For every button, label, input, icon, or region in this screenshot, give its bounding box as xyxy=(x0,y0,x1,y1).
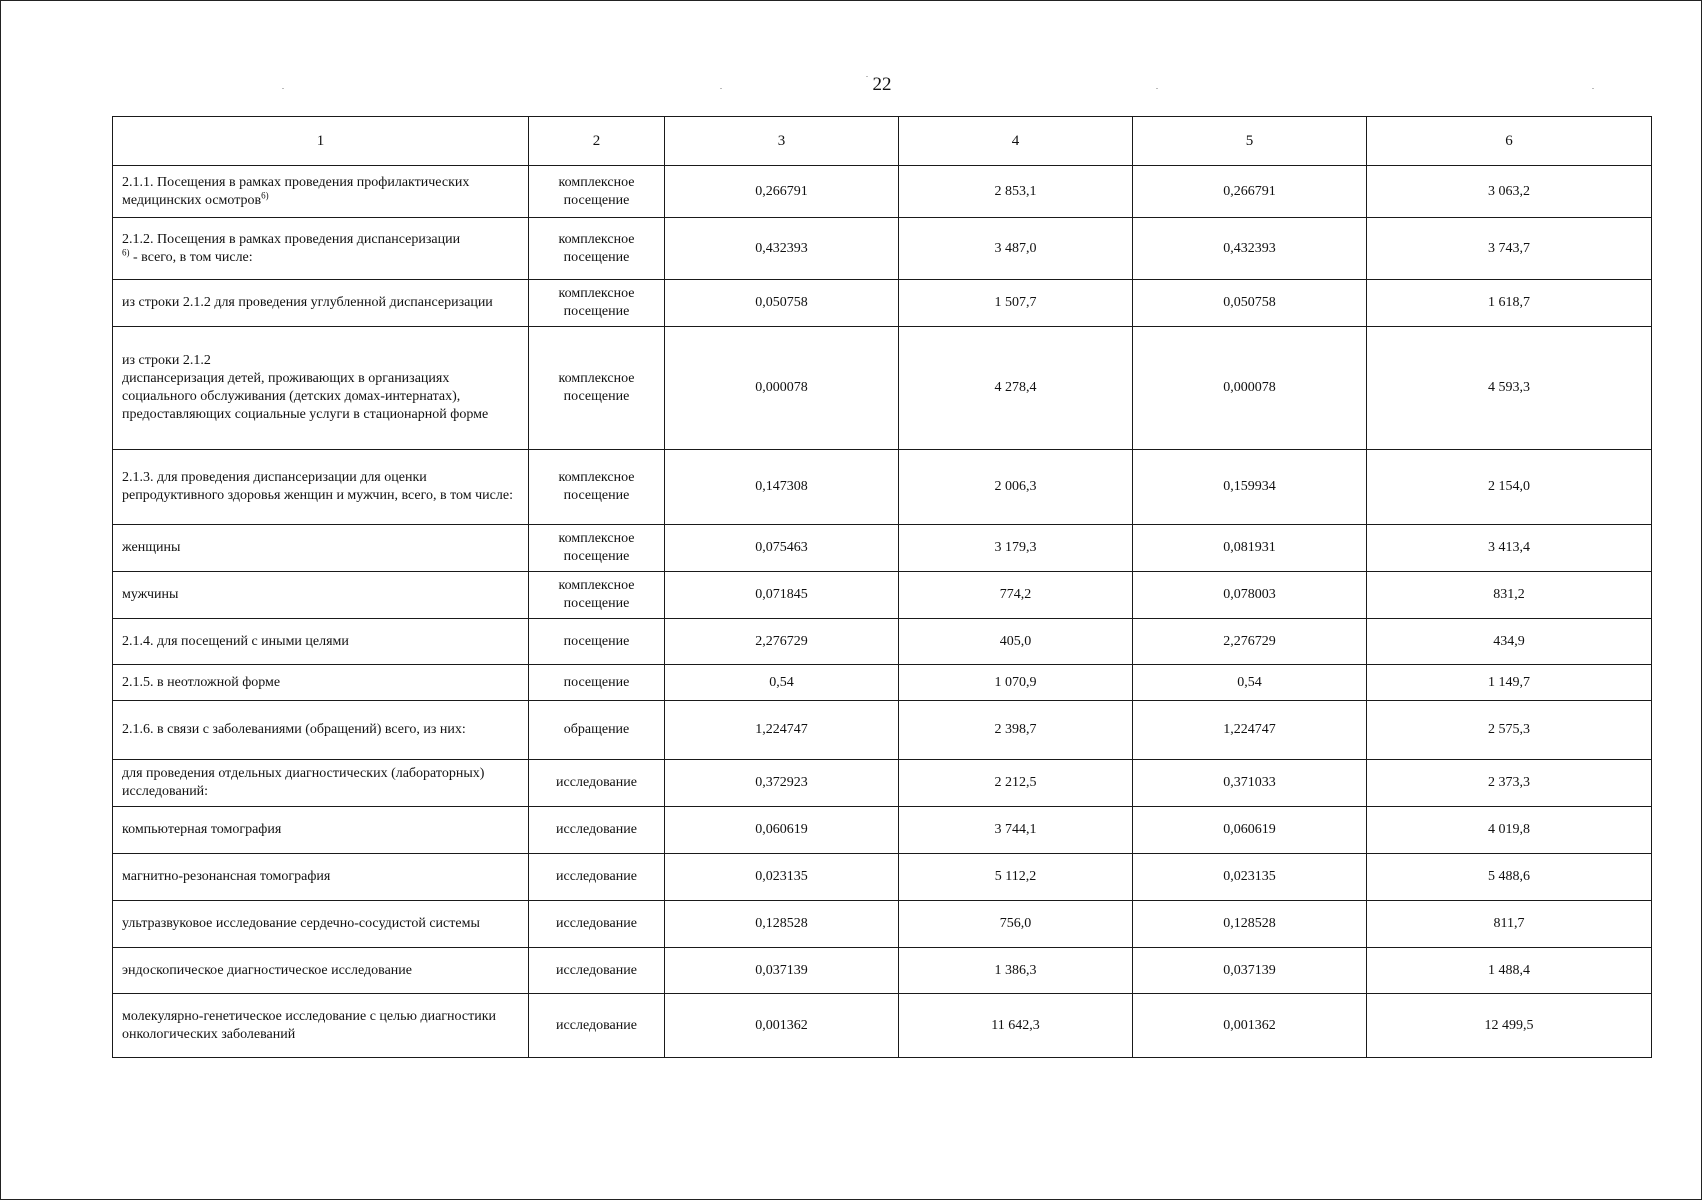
row-name-cell xyxy=(113,218,529,280)
row-name-cell: компьютерная томография xyxy=(113,807,529,854)
value-cell: 5 112,2 xyxy=(899,854,1133,901)
value-cell: 774,2 xyxy=(899,572,1133,619)
unit-cell: комплексное посещение xyxy=(529,450,665,525)
value-cell: 405,0 xyxy=(899,619,1133,665)
row-name-cell: 2.1.5. в неотложной форме xyxy=(113,665,529,701)
footnote-mark: 6) xyxy=(122,246,130,257)
value-cell: 2 853,1 xyxy=(899,166,1133,218)
value-cell: 0,159934 xyxy=(1133,450,1367,525)
unit-cell: исследование xyxy=(529,994,665,1058)
row-name-cell: ультразвуковое исследование сердечно-сосудистой системы xyxy=(113,901,529,948)
data-table xyxy=(112,116,1652,1058)
unit-cell: комплексное посещение xyxy=(529,280,665,327)
table-row xyxy=(113,994,1652,1058)
unit-cell: комплексное посещение xyxy=(529,166,665,218)
table-row xyxy=(113,525,1652,572)
column-header: 3 xyxy=(665,117,899,166)
value-cell: 0,060619 xyxy=(665,807,899,854)
value-cell: 1,224747 xyxy=(1133,701,1367,760)
value-cell: 3 179,3 xyxy=(899,525,1133,572)
table-row xyxy=(113,218,1652,280)
value-cell: 0,000078 xyxy=(1133,327,1367,450)
value-cell: 1 618,7 xyxy=(1367,280,1652,327)
page-number: 22 xyxy=(872,74,892,95)
value-cell: 2,276729 xyxy=(1133,619,1367,665)
table-row xyxy=(113,760,1652,807)
table-row xyxy=(113,619,1652,665)
table-row xyxy=(113,854,1652,901)
unit-cell: исследование xyxy=(529,948,665,994)
column-header: 1 xyxy=(113,117,529,166)
value-cell: 0,060619 xyxy=(1133,807,1367,854)
value-cell: 2 575,3 xyxy=(1367,701,1652,760)
value-cell: 4 278,4 xyxy=(899,327,1133,450)
unit-cell: обращение xyxy=(529,701,665,760)
value-cell: 0,001362 xyxy=(1133,994,1367,1058)
unit-cell: исследование xyxy=(529,760,665,807)
table-row xyxy=(113,901,1652,948)
value-cell: 756,0 xyxy=(899,901,1133,948)
value-cell: 1 149,7 xyxy=(1367,665,1652,701)
value-cell: 811,7 xyxy=(1367,901,1652,948)
value-cell: 0,075463 xyxy=(665,525,899,572)
value-cell: 0,037139 xyxy=(1133,948,1367,994)
row-name-cell: магнитно-резонансная томография xyxy=(113,854,529,901)
value-cell: 11 642,3 xyxy=(899,994,1133,1058)
unit-cell: комплексное посещение xyxy=(529,218,665,280)
table-row xyxy=(113,948,1652,994)
value-cell: 0,432393 xyxy=(1133,218,1367,280)
value-cell: 0,371033 xyxy=(1133,760,1367,807)
value-cell: 2 398,7 xyxy=(899,701,1133,760)
value-cell: 0,147308 xyxy=(665,450,899,525)
unit-cell: комплексное посещение xyxy=(529,572,665,619)
value-cell: 3 487,0 xyxy=(899,218,1133,280)
value-cell: 3 744,1 xyxy=(899,807,1133,854)
table-row xyxy=(113,665,1652,701)
value-cell: 3 063,2 xyxy=(1367,166,1652,218)
value-cell: 831,2 xyxy=(1367,572,1652,619)
value-cell: 1 070,9 xyxy=(899,665,1133,701)
value-cell: 3 743,7 xyxy=(1367,218,1652,280)
table-row xyxy=(113,166,1652,218)
value-cell: 434,9 xyxy=(1367,619,1652,665)
table-row xyxy=(113,572,1652,619)
value-cell: 2,276729 xyxy=(665,619,899,665)
column-header: 2 xyxy=(529,117,665,166)
row-name-cell: 2.1.6. в связи с заболеваниями (обращений) всего, из них: xyxy=(113,701,529,760)
value-cell: 4 593,3 xyxy=(1367,327,1652,450)
value-cell: 0,432393 xyxy=(665,218,899,280)
table-row xyxy=(113,280,1652,327)
unit-cell: комплексное посещение xyxy=(529,327,665,450)
table-row xyxy=(113,450,1652,525)
unit-cell: комплексное посещение xyxy=(529,525,665,572)
value-cell: 0,128528 xyxy=(665,901,899,948)
column-header: 5 xyxy=(1133,117,1367,166)
value-cell: 0,000078 xyxy=(665,327,899,450)
value-cell: 0,037139 xyxy=(665,948,899,994)
value-cell: 1 488,4 xyxy=(1367,948,1652,994)
row-name-tail: - всего, в том числе: xyxy=(133,249,253,265)
value-cell: 0,078003 xyxy=(1133,572,1367,619)
value-cell: 0,050758 xyxy=(1133,280,1367,327)
value-cell: 0,023135 xyxy=(1133,854,1367,901)
row-name: диспансеризация детей, проживающих в организациях социального обслуживания (детских домах-интернатах), предоставляющих социальные услуги в стационарной форме xyxy=(122,371,489,422)
row-name-cell xyxy=(113,327,529,450)
header-row xyxy=(113,117,1652,166)
unit-cell: исследование xyxy=(529,901,665,948)
value-cell: 0,54 xyxy=(1133,665,1367,701)
table-row xyxy=(113,701,1652,760)
column-header: 6 xyxy=(1367,117,1652,166)
table-row xyxy=(113,807,1652,854)
value-cell: 0,001362 xyxy=(665,994,899,1058)
row-name-cell: эндоскопическое диагностическое исследование xyxy=(113,948,529,994)
column-header: 4 xyxy=(899,117,1133,166)
value-cell: 0,54 xyxy=(665,665,899,701)
value-cell: 3 413,4 xyxy=(1367,525,1652,572)
value-cell: 0,266791 xyxy=(1133,166,1367,218)
row-name-cell: из строки 2.1.2 для проведения углубленной диспансеризации xyxy=(113,280,529,327)
row-name-cell: женщины xyxy=(113,525,529,572)
row-name-cell: 2.1.3. для проведения диспансеризации для оценки репродуктивного здоровья женщин и мужчин, всего, в том числе: xyxy=(113,450,529,525)
value-cell: 2 154,0 xyxy=(1367,450,1652,525)
value-cell: 0,081931 xyxy=(1133,525,1367,572)
row-name-cell: молекулярно-генетическое исследование с целью диагностики онкологических заболеваний xyxy=(113,994,529,1058)
value-cell: 0,050758 xyxy=(665,280,899,327)
row-name-cell: 2.1.4. для посещений с иными целями xyxy=(113,619,529,665)
row-name: 2.1.1. Посещения в рамках проведения профилактических медицинских осмотров xyxy=(122,174,470,208)
table-row xyxy=(113,327,1652,450)
value-cell: 2 006,3 xyxy=(899,450,1133,525)
unit-cell: посещение xyxy=(529,619,665,665)
value-cell: 5 488,6 xyxy=(1367,854,1652,901)
row-name-cell: мужчины xyxy=(113,572,529,619)
unit-cell: исследование xyxy=(529,854,665,901)
value-cell: 0,023135 xyxy=(665,854,899,901)
value-cell: 0,071845 xyxy=(665,572,899,619)
value-cell: 0,266791 xyxy=(665,166,899,218)
value-cell: 2 212,5 xyxy=(899,760,1133,807)
value-cell: 2 373,3 xyxy=(1367,760,1652,807)
value-cell: 1,224747 xyxy=(665,701,899,760)
row-name-prefix: из строки 2.1.2 xyxy=(122,353,211,368)
value-cell: 0,128528 xyxy=(1133,901,1367,948)
value-cell: 4 019,8 xyxy=(1367,807,1652,854)
row-name: 2.1.2. Посещения в рамках проведения диспансеризации xyxy=(122,231,461,247)
value-cell: 0,372923 xyxy=(665,760,899,807)
unit-cell: исследование xyxy=(529,807,665,854)
value-cell: 1 386,3 xyxy=(899,948,1133,994)
footnote-mark: 6) xyxy=(261,189,269,200)
row-name-cell: для проведения отдельных диагностических (лабораторных) исследований: xyxy=(113,760,529,807)
row-name-cell xyxy=(113,166,529,218)
value-cell: 1 507,7 xyxy=(899,280,1133,327)
value-cell: 12 499,5 xyxy=(1367,994,1652,1058)
unit-cell: посещение xyxy=(529,665,665,701)
